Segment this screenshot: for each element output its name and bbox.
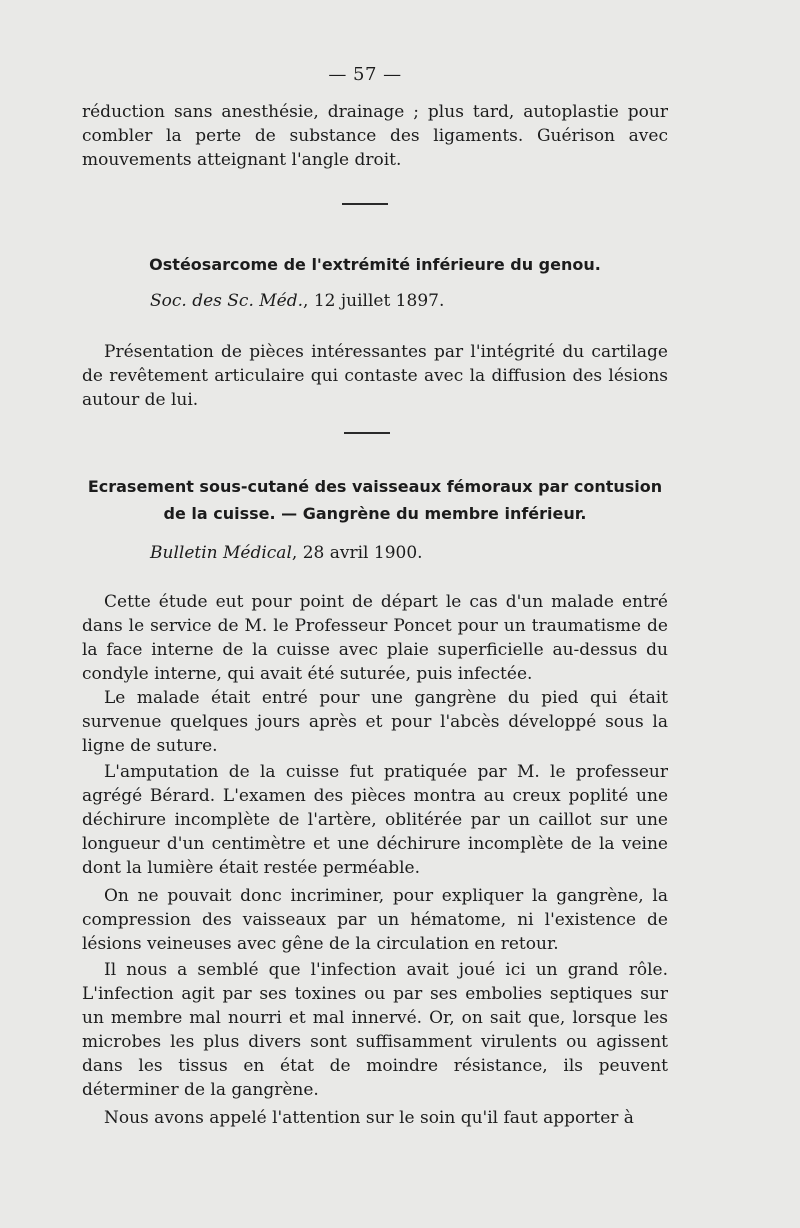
section2-paragraph-4: On ne pouvait donc incriminer, pour expliquer la gangrène, la compression des vaisseaux par un hématome, ni l'existence de lésions veineuses avec gêne de la circulation en retour. <box>82 886 668 954</box>
section2-title <box>82 473 668 527</box>
intro-paragraph: réduction sans anesthésie, drainage ; plus tard, autoplastie pour combler la perte de substance des ligaments. Guérison avec mouvements atteignant l'angle droit. <box>82 102 668 170</box>
section-divider <box>344 432 390 434</box>
section-divider <box>342 203 388 205</box>
section2-source-date: , 28 avril 1900. <box>291 543 423 563</box>
section2-paragraph-5: Il nous a semblé que l'infection avait joué ici un grand rôle. L'infection agit par ses toxines ou par ses embolies septiques sur un membre mal nourri et mal innervé. Or, on sait que, lorsque les microbes les plus divers sont suffisamment virulents ou agissent dans les tissus en état de moindre résistance, ils peuvent déterminer de la gangrène. <box>82 960 668 1100</box>
section2-title-line1: Ecrasement sous-cutané des vaisseaux fémoraux par contusion <box>87 477 663 496</box>
section1-body: Présentation de pièces intéressantes par l'intégrité du cartilage de revêtement articulaire qui contaste avec la diffusion des lésions autour de lui. <box>82 342 668 410</box>
section1-source <box>150 291 444 311</box>
section2-paragraph-6: Nous avons appelé l'attention sur le soin qu'il faut apporter à <box>104 1108 634 1128</box>
section2-source <box>150 543 423 563</box>
section2-title-line2: de la cuisse. — Gangrène du membre inférieur. <box>163 504 587 523</box>
section2-paragraph-2: Le malade était entré pour une gangrène du pied qui était survenue quelques jours après et pour l'abcès développé sous la ligne de suture. <box>82 688 668 756</box>
section1-source-date: , 12 juillet 1897. <box>303 291 445 311</box>
page-number: — 57 — <box>328 64 402 85</box>
section2-source-journal: Bulletin Médical <box>150 543 292 563</box>
section1-source-journal: Soc. des Sc. Méd. <box>150 291 304 311</box>
section1-title: Ostéosarcome de l'extrémité inférieure du genou. <box>149 255 601 274</box>
section2-paragraph-3: L'amputation de la cuisse fut pratiquée par M. le professeur agrégé Bérard. L'examen des pièces montra au creux poplité une déchirure incomplète de l'artère, oblitérée par un caillot sur une longueur d'un centimètre et une déchirure incomplète de la veine dont la lumière était restée perméable. <box>82 762 668 878</box>
section2-paragraph-1: Cette étude eut pour point de départ le cas d'un malade entré dans le service de M. le Professeur Poncet pour un traumatisme de la face interne de la cuisse avec plaie superficielle au-dessus du condyle interne, qui avait été suturée, puis infectée. <box>82 592 668 684</box>
